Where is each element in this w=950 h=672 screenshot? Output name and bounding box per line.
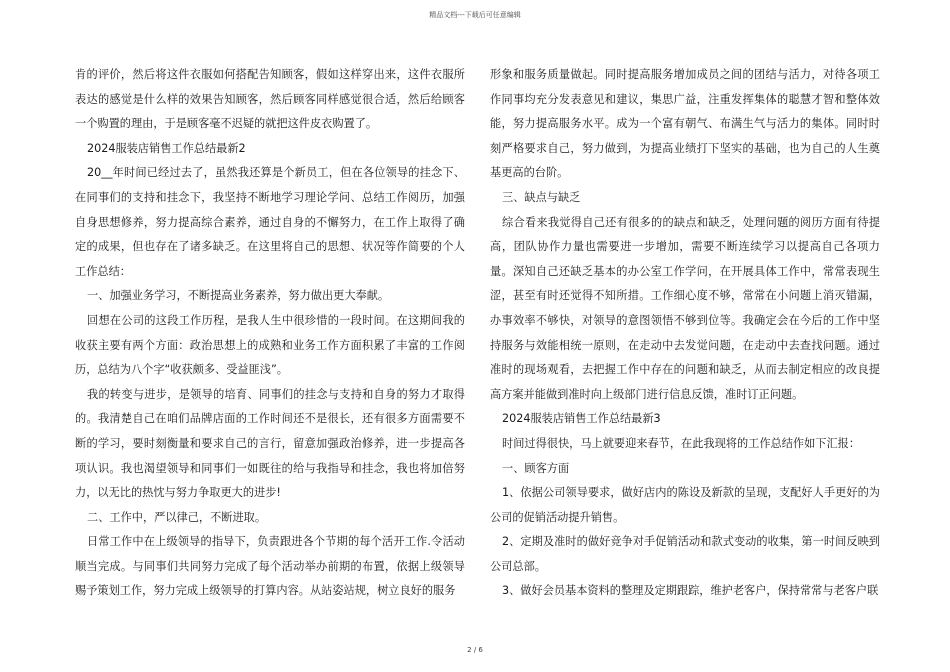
section-heading: 三、缺点与缺乏 xyxy=(502,190,581,204)
paragraph: 时间过得很快，马上就要迎来春节，在此我现将的工作总结作如下汇报： xyxy=(502,436,861,450)
right-column xyxy=(490,63,880,604)
list-item: 1、依据公司领导要求，做好店内的陈设及新款的呈现，支配好人手更好的为公司的促销活动提升销售。 xyxy=(490,486,880,524)
paragraph: 我的转变与进步，是领导的培育、同事们的挂念与支持和自身的努力才取得的。我清楚自己在咱们品牌店面的工作时间还不是很长，还有很多方面需要不断的学习，要时刻衡量和要求自己的言行，留意加强政治修养，进一步提高各项认识。我也渴望领导和同事们一如既往的给与我指导和挂念，我也将加倍努力，以无比的热忱与努力争取更大的进步! xyxy=(75,387,465,500)
paragraph: 形象和服务质量做起。同时提高服务增加成员之间的团结与活力，对待各项工作同事均充分发表意见和建议，集思广益，注重发挥集体的聪慧才智和整体效能，努力提高服务水平。成为一个富有朝气、布满生气与活力的集体。同时时刻严格要求自己，努力做到，为提高业绩打下坚实的基础，也为自己的人生奠基更高的台阶。 xyxy=(490,68,880,180)
left-column xyxy=(75,63,465,604)
paragraph: 回想在公司的这段工作历程，是我人生中很珍惜的一段时间。在这期间我的收获主要有两个方面：政治思想上的成熟和业务工作方面积累了丰富的工作阅历，总结为八个字“收获颇多、受益匪浅”。 xyxy=(75,313,465,377)
section-heading: 2024服装店销售工作总结最新3 xyxy=(502,412,661,426)
list-item: 3、做好会员基本资料的整理及定期跟踪，维护老客户，保持常常与老客户联 xyxy=(502,584,879,598)
paragraph: 日常工作中在上级领导的指导下，负责跟进各个节期的每个活开工作.令活动顺当完成。与同事们共同努力完成了每个活动举办前期的布置，依据上级领导赐予策划工作，努力完成上级领导的打算内容。从站姿站规，树立良好的服务 xyxy=(75,535,465,598)
section-heading: 一、顾客方面 xyxy=(502,461,570,475)
paragraph: 20__年时间已经过去了，虽然我还算是个新员工，但在各位领导的挂念下、在同事们的支持和挂念下，我坚持不断地学习理论学问、总结工作阅历，加强自身思想修养，努力提高综合素养，通过自身的不懈努力，在工作上取得了确定的成果，但也存在了诸多缺乏。在这里将自己的思想、状况等作简要的个人工作总结： xyxy=(75,166,465,278)
section-heading: 二、工作中，严以律己，不断进取。 xyxy=(87,510,267,524)
section-heading: 一、加强业务学习，不断提高业务素养，努力做出更大奉献。 xyxy=(87,289,390,303)
paragraph: 肯的评价，然后将这件衣服如何搭配告知顾客，假如这样穿出来，这件衣服所表达的感觉是什么样的效果告知顾客，然后顾客同样感觉很合适，然后给顾客一个购置的理由，于是顾客毫不迟疑的就把这件皮衣购置了。 xyxy=(75,68,465,131)
paragraph: 综合看来我觉得自己还有很多的的缺点和缺乏，处理问题的阅历方面有待提高，团队协作力量也需要进一步增加，需要不断连续学习以提高自己各项力量。深知自己还缺乏基本的办公室工作学问，在开展具体工作中，常常表现生涩，甚至有时还觉得不知所措。工作细心度不够，常常在小问题上消灭错漏，办事效率不够快，对领导的意图领悟不够到位等。我确定会在今后的工作中坚持服务与效能相统一原则，在走动中去发觉问题，在走动中去查找问题。通过准时的现场观看，去把握工作中存在的问题和缺乏，从而去制定相应的改良提高方案并能做到准时向上级部门进行信息反馈，准时订正问题。 xyxy=(490,215,880,401)
page-header: 精品文档---下载后可任意编辑 xyxy=(429,11,521,19)
page-number: 2 / 6 xyxy=(467,646,483,654)
section-heading: 2024服装店销售工作总结最新2 xyxy=(87,141,246,155)
list-item: 2、定期及准时的做好竞争对手促销活动和款式变动的收集，第一时间反映到公司总部。 xyxy=(490,535,880,573)
